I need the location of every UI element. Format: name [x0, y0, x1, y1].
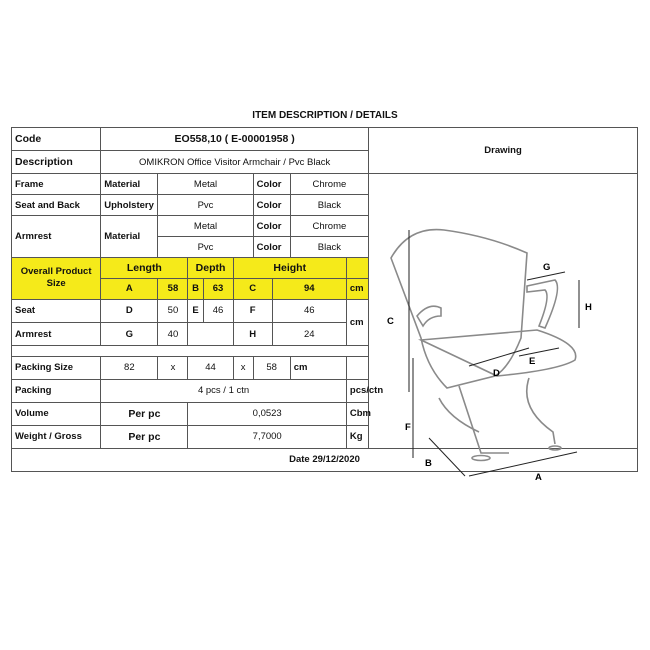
letter-a: A [535, 472, 542, 484]
depth-header: Depth [188, 258, 233, 279]
foot-2 [549, 446, 561, 450]
letter-c: C [387, 316, 394, 328]
overall-size-label: Overall Product Size [12, 258, 101, 300]
dim-h-value: 24 [272, 323, 346, 346]
seat-back-label: Seat and Back [12, 195, 101, 216]
packing-size-width: 44 [188, 356, 233, 379]
dim-a-key: A [101, 278, 158, 299]
seat-back-material-label: Upholstery [101, 195, 158, 216]
dim-b-key: B [188, 278, 203, 299]
armrest-color-label-1: Color [253, 216, 290, 237]
weight-label: Weight / Gross [12, 425, 101, 448]
overall-blank [346, 258, 368, 279]
dim-c-key: C [233, 278, 272, 299]
code-value: EO558,10 ( E-00001958 ) [101, 128, 369, 151]
seat-back-color-label: Color [253, 195, 290, 216]
dim-g-line [527, 272, 565, 280]
armrest-material-1: Metal [158, 216, 253, 237]
frame-material: Metal [158, 174, 253, 195]
armrest-material-label: Material [101, 216, 158, 258]
description-value: OMIKRON Office Visitor Armchair / Pvc Black [101, 151, 369, 174]
dim-g-value: 40 [158, 323, 188, 346]
volume-per: Per pc [101, 402, 188, 425]
overall-unit: cm [346, 278, 368, 299]
armrest-label: Armrest [12, 216, 101, 258]
frame-color: Chrome [290, 174, 368, 195]
packing-size-height: 58 [253, 356, 290, 379]
dim-d-value: 50 [158, 299, 188, 322]
seat-back-material: Pvc [158, 195, 253, 216]
foot-1 [472, 456, 490, 461]
letter-d: D [493, 368, 500, 380]
dim-e-value: 46 [203, 299, 233, 322]
weight-unit: Kg [346, 425, 368, 448]
volume-label: Volume [12, 402, 101, 425]
dim-b-line [429, 438, 465, 476]
dim-g-key: G [101, 323, 158, 346]
packing-size-length: 82 [101, 356, 158, 379]
drawing-header: Drawing [369, 128, 638, 174]
leg-front [459, 386, 509, 453]
letter-b: B [425, 458, 432, 470]
armrest-dims-blank [188, 323, 233, 346]
spec-table [11, 127, 638, 484]
packing-unit: pcs/ctn [346, 379, 368, 402]
page-title: ITEM DESCRIPTION / DETAILS [252, 110, 398, 121]
weight-per: Per pc [101, 425, 188, 448]
height-header: Height [233, 258, 346, 279]
armrest-color-1: Chrome [290, 216, 368, 237]
letter-g: G [543, 262, 551, 274]
armrest-color-2: Black [290, 237, 368, 258]
frame-label: Frame [12, 174, 101, 195]
letter-f: F [405, 422, 411, 434]
code-label: Code [12, 128, 101, 151]
description-label: Description [12, 151, 101, 174]
packing-size-unit: cm [290, 356, 346, 379]
packing-size-label: Packing Size [12, 356, 101, 379]
volume-value: 0,0523 [188, 402, 346, 425]
packing-label: Packing [12, 379, 101, 402]
weight-value: 7,7000 [188, 425, 346, 448]
leg-back [527, 378, 555, 444]
seat-dims-label: Seat [12, 299, 101, 322]
length-header: Length [101, 258, 188, 279]
volume-unit: Cbm [346, 402, 368, 425]
dim-e-key: E [188, 299, 203, 322]
dim-a-value: 58 [158, 278, 188, 299]
dim-d-key: D [101, 299, 158, 322]
spacer-row [12, 346, 369, 356]
drawing-area [369, 174, 638, 484]
armrest-dims-label: Armrest [12, 323, 101, 346]
dim-d-line [469, 348, 529, 366]
chair-drawing [369, 218, 637, 484]
packing-size-blank [346, 356, 368, 379]
dim-f-value: 46 [272, 299, 346, 322]
armrest-material-2: Pvc [158, 237, 253, 258]
seat-dims-unit: cm [346, 299, 368, 345]
armrest-right-shape [527, 280, 557, 328]
armrest-color-label-2: Color [253, 237, 290, 258]
letter-h: H [585, 302, 592, 314]
letter-e: E [529, 356, 536, 368]
date-footer: Date 29/12/2020 [12, 448, 638, 471]
dim-c-value: 94 [272, 278, 346, 299]
seat-back-color: Black [290, 195, 368, 216]
dim-h-key: H [233, 323, 272, 346]
frame-material-label: Material [101, 174, 158, 195]
frame-color-label: Color [253, 174, 290, 195]
packing-value: 4 pcs / 1 ctn [101, 379, 347, 402]
dim-f-key: F [233, 299, 272, 322]
packing-size-x2: x [233, 356, 253, 379]
dim-b-value: 63 [203, 278, 233, 299]
armrest-left-shape [417, 306, 441, 326]
packing-size-x1: x [158, 356, 188, 379]
backrest-shape [391, 230, 527, 388]
